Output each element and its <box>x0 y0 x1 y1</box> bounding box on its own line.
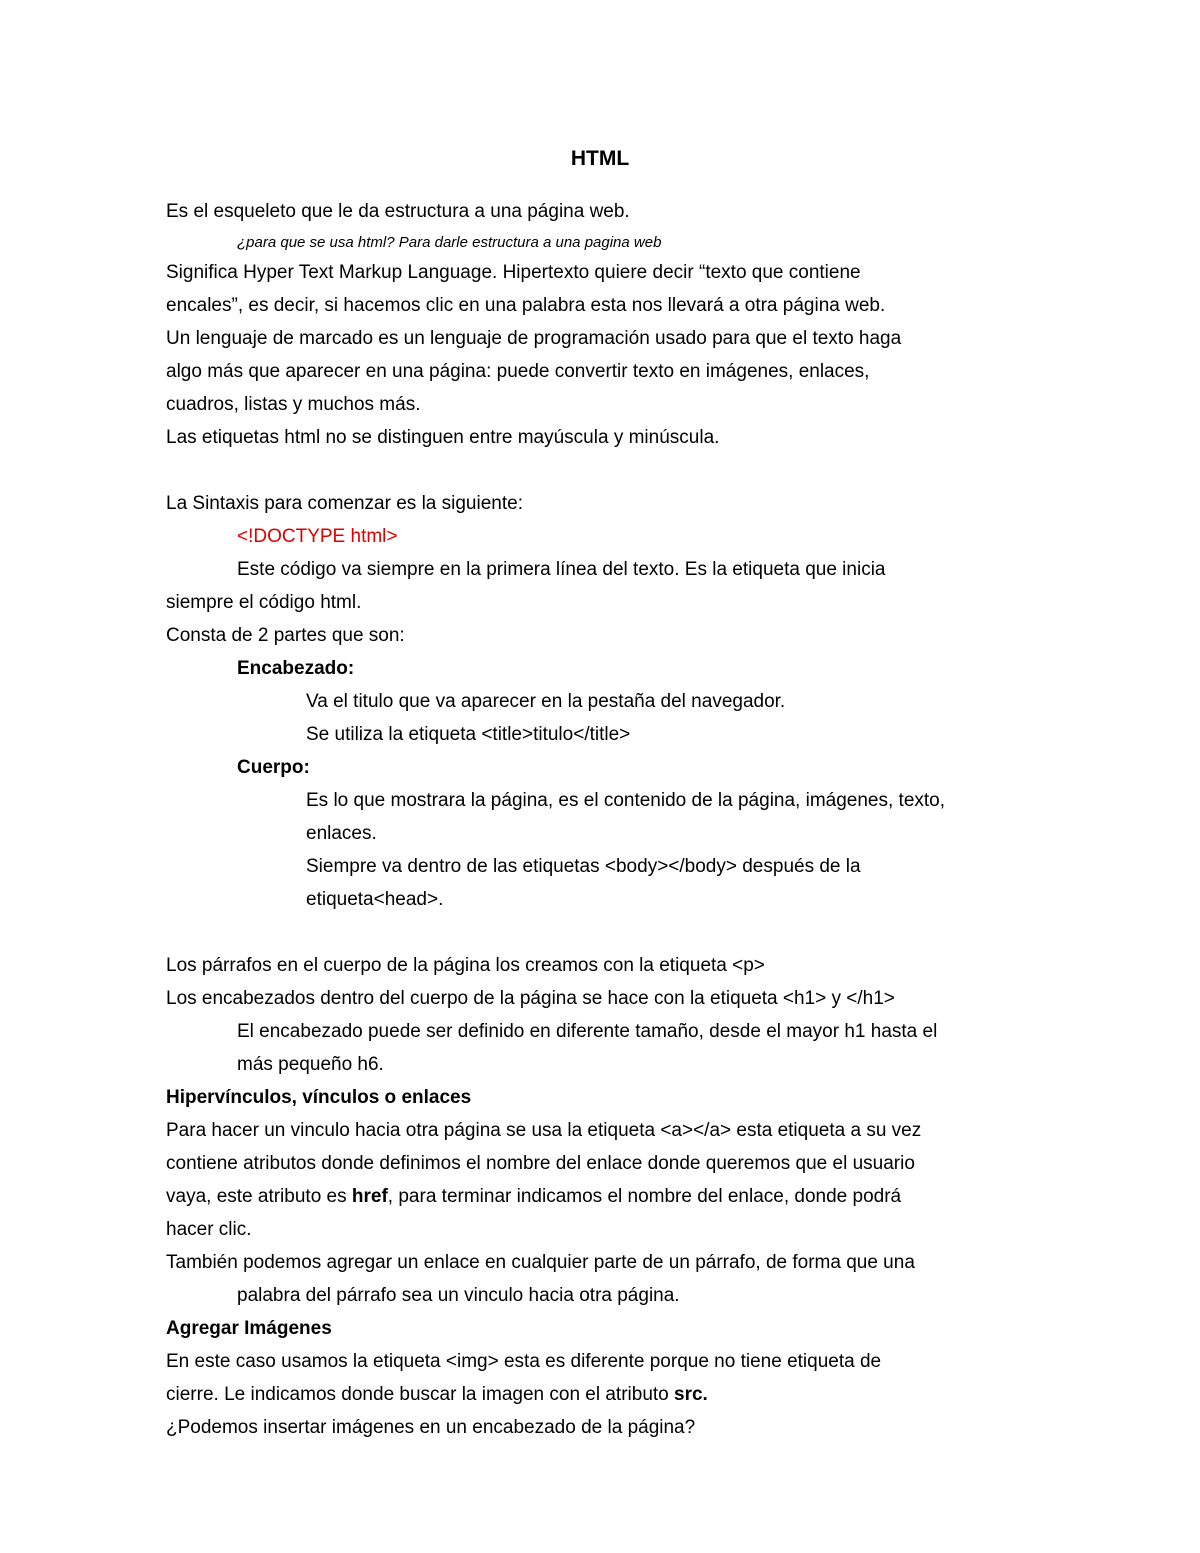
headings-description-line-2: más pequeño h6. <box>237 1054 384 1075</box>
body-section-line-4: etiqueta<head>. <box>306 889 444 910</box>
parts-intro: Consta de 2 partes que son: <box>166 625 405 646</box>
links-section-heading: Hipervínculos, vínculos o enlaces <box>166 1087 472 1108</box>
doctype-description-line-1: Este código va siempre en la primera línea del texto. Es la etiqueta que inicia <box>237 559 886 580</box>
links-line-3-start: vaya, este atributo es <box>166 1186 352 1207</box>
paragraph-intro: Es el esqueleto que le da estructura a una página web. <box>166 201 630 222</box>
headings-tag-line: Los encabezados dentro del cuerpo de la página se hace con la etiqueta <h1> y </h1> <box>166 988 895 1009</box>
images-line-2 <box>166 1383 708 1407</box>
headings-description-line-1: El encabezado puede ser definido en diferente tamaño, desde el mayor h1 hasta el <box>237 1021 938 1042</box>
body-section-line-1: Es lo que mostrara la página, es el contenido de la página, imágenes, texto, <box>306 790 946 811</box>
links-line-3-end: , para terminar indicamos el nombre del enlace, donde podrá <box>387 1186 902 1207</box>
body-section-heading: Cuerpo: <box>237 757 310 778</box>
doctype-description-line-2: siempre el código html. <box>166 592 362 613</box>
page-title: HTML <box>570 147 630 170</box>
paragraph-intro-note: ¿para que se usa html? Para darle estructura a una pagina web <box>237 234 662 251</box>
header-section-heading: Encabezado: <box>237 658 355 679</box>
paragraph-markup-line-3: cuadros, listas y muchos más. <box>166 394 421 415</box>
href-attribute: href <box>351 1186 388 1207</box>
body-section-line-3: Siempre va dentro de las etiquetas <body></body> después de la <box>306 856 861 877</box>
paragraph-case-insensitive: Las etiquetas html no se distinguen entre mayúscula y minúscula. <box>166 427 720 448</box>
paragraph-markup-line-2: algo más que aparecer en una página: puede convertir texto en imágenes, enlaces, <box>166 361 870 382</box>
links-line-5: También podemos agregar un enlace en cualquier parte de un párrafo, de forma que una <box>166 1252 915 1273</box>
images-line-2-start: cierre. Le indicamos donde buscar la imagen con el atributo <box>166 1384 675 1405</box>
images-question: ¿Podemos insertar imágenes en un encabezado de la página? <box>166 1417 696 1438</box>
paragraph-tag-line: Los párrafos en el cuerpo de la página los creamos con la etiqueta <p> <box>166 955 765 976</box>
links-line-2: contiene atributos donde definimos el nombre del enlace donde queremos que el usuario <box>166 1153 915 1174</box>
doctype-code: <!DOCTYPE html> <box>237 526 398 547</box>
links-line-4: hacer clic. <box>166 1219 252 1240</box>
body-section-line-2: enlaces. <box>306 823 377 844</box>
links-line-3 <box>166 1185 901 1209</box>
paragraph-markup-line-1: Un lenguaje de marcado es un lenguaje de programación usado para que el texto haga <box>166 328 902 349</box>
header-section-line-1: Va el titulo que va aparecer en la pestaña del navegador. <box>306 691 786 712</box>
paragraph-meaning-line-2: encales”, es decir, si hacemos clic en una palabra esta nos llevará a otra página web. <box>166 295 886 316</box>
paragraph-meaning-line-1: Significa Hyper Text Markup Language. Hipertexto quiere decir “texto que contiene <box>166 262 861 283</box>
images-section-heading: Agregar Imágenes <box>166 1318 332 1339</box>
header-section-line-2: Se utiliza la etiqueta <title>titulo</title> <box>306 724 631 745</box>
syntax-intro: La Sintaxis para comenzar es la siguiente: <box>166 493 523 514</box>
links-line-1: Para hacer un vinculo hacia otra página se usa la etiqueta <a></a> esta etiqueta a su vez <box>166 1120 922 1141</box>
src-attribute: src. <box>674 1384 708 1405</box>
links-line-6: palabra del párrafo sea un vinculo hacia otra página. <box>237 1285 680 1306</box>
images-line-1: En este caso usamos la etiqueta <img> esta es diferente porque no tiene etiqueta de <box>166 1351 882 1372</box>
